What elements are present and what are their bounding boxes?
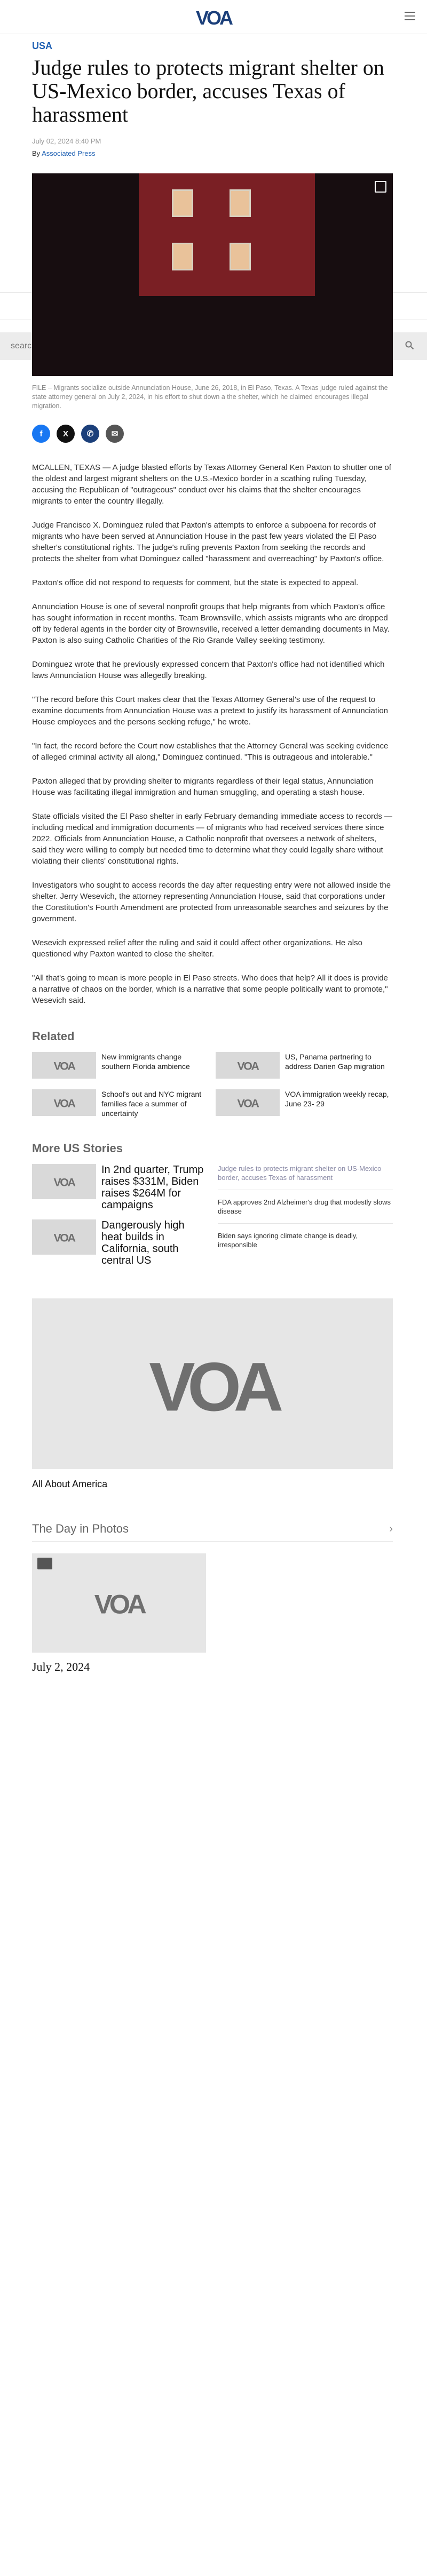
- promo-image[interactable]: [32, 1298, 393, 1469]
- article-paragraph: Paxton's office did not respond to requests for comment, but the state is expected to appeal.: [32, 578, 359, 587]
- promo-voa-logo: [116, 1325, 309, 1442]
- article-body: [32, 462, 393, 1006]
- related-thumbnail: [216, 1089, 280, 1116]
- article-paragraph: MCALLEN, TEXAS — A judge blasted efforts by Texas Attorney General Ken Paxton to shutter one of the oldest and largest migrant shelters on the U.S.-Mexico border in a scathing ruling Tuesday, accusing the Republican of "outrageous" conduct over his claims that the shelter encourages migrants to enter the country illegally.: [32, 463, 391, 506]
- article-paragraph: "The record before this Court makes clear that the Texas Attorney General's use of the request to examine documents from Annunciation House was a pretext to justify its harassment of Annunciation House employees and the persons seeking refuge," he wrote.: [32, 695, 389, 727]
- related-item[interactable]: [216, 1089, 393, 1118]
- article-container: [0, 41, 427, 1674]
- related-item-title: School's out and NYC migrant families face a summer of uncertainty: [101, 1090, 202, 1118]
- svg-text:VOA: VOA: [53, 1059, 75, 1072]
- related-thumbnail: [32, 1089, 96, 1116]
- more-story-featured[interactable]: [32, 1219, 207, 1266]
- byline-author-link[interactable]: Associated Press: [42, 149, 96, 157]
- share-facebook-button[interactable]: f: [32, 425, 50, 443]
- article-paragraph: Annunciation House is one of several nonprofit groups that help migrants from which Paxton's office has sought information in recent months. Team Brownsville, which assists migrants who are dropped off by federal agents in the border city of Brownsville, received a letter demanding documents in May. Paxton is also suing Catholic Charities of the Rio Grande Valley seeking testimony.: [32, 602, 390, 645]
- svg-text:VOA: VOA: [53, 1231, 75, 1244]
- related-list: [32, 1052, 393, 1118]
- share-x-button[interactable]: X: [57, 425, 75, 443]
- related-thumbnail: [32, 1052, 96, 1079]
- share-buttons: [32, 425, 395, 443]
- more-story-featured[interactable]: [32, 1164, 207, 1211]
- article-paragraph: Dominguez wrote that he previously expressed concern that Paxton's office had not identified which laws Annunciation House was allegedly breaking.: [32, 660, 385, 680]
- related-item[interactable]: [32, 1052, 209, 1079]
- photo-gallery-card[interactable]: [32, 1553, 206, 1653]
- hero-window: [230, 189, 251, 217]
- related-item-title: US, Panama partnering to address Darien Gap migration: [285, 1052, 385, 1071]
- more-stories-title: More US Stories: [32, 1142, 123, 1155]
- related-item[interactable]: [216, 1052, 393, 1079]
- byline-prefix: By: [32, 149, 41, 157]
- related-item[interactable]: [32, 1089, 209, 1118]
- voa-logo[interactable]: [187, 5, 240, 29]
- related-item-title: VOA immigration weekly recap, June 23- 29: [285, 1090, 389, 1108]
- photo-date[interactable]: July 2, 2024: [32, 1660, 90, 1673]
- more-story-link[interactable]: Judge rules to protects migrant shelter on US-Mexico border, accuses Texas of harassment: [218, 1164, 393, 1190]
- hero-window: [230, 243, 251, 270]
- more-list: [218, 1164, 393, 1275]
- article-paragraph: Paxton alleged that by providing shelter to migrants regardless of their legal status, Annunciation House was facilitating illegal immigration and human smuggling, and operating a stash house.: [32, 777, 374, 797]
- article-paragraph: Wesevich expressed relief after the ruling and said it could affect other organizations. He also questioned why Paxton wanted to close the shelter.: [32, 938, 362, 959]
- share-email-button[interactable]: ✉: [106, 425, 124, 443]
- article-headline: Judge rules to protects migrant shelter on US-Mexico border, accuses Texas of harassment: [32, 55, 384, 126]
- promo-title[interactable]: All About America: [32, 1479, 108, 1489]
- related-title: Related: [32, 1030, 75, 1043]
- expand-image-icon[interactable]: [375, 181, 386, 193]
- image-caption: FILE – Migrants socialize outside Annunciation House, June 26, 2018, in El Paso, Texas. A Texas judge ruled against the state attorney general on July 2, 2024, in his effort to shut down a the shelter, which he claimed encourages illegal migration.: [32, 384, 388, 410]
- story-thumbnail: [32, 1164, 96, 1199]
- article-paragraph: "All that's going to mean is more people in El Paso streets. Who does that help? All it does is provide a narrative of chaos on the border, which is a narrative that some people politically want to promote," Wesevich said.: [32, 974, 388, 1005]
- more-stories: [32, 1164, 393, 1275]
- publish-date: July 02, 2024 8:40 PM: [32, 137, 101, 145]
- category-link[interactable]: USA: [32, 41, 53, 51]
- hero-window: [172, 189, 193, 217]
- chevron-right-icon[interactable]: ›: [389, 1522, 393, 1535]
- promo-logo-text: VOA: [149, 1349, 276, 1426]
- hero-image[interactable]: [32, 173, 393, 376]
- photo-voa-logo: [82, 1586, 156, 1620]
- byline: [32, 149, 395, 157]
- share-whatsapp-button[interactable]: ✆: [81, 425, 99, 443]
- svg-text:VOA: VOA: [53, 1176, 75, 1189]
- related-thumbnail: [216, 1052, 280, 1079]
- article-paragraph: State officials visited the El Paso shelter in early February demanding immediate access to records — including medical and immigration documents — of migrants who had received services there since 2022. Officials from Annunciation House, a Catholic nonprofit that oversees a network of shelters, said they were willing to comply but needed time to determine what they could legally share without violating their clients' constitutional rights.: [32, 812, 393, 866]
- photo-logo-text: VOA: [94, 1589, 144, 1620]
- story-thumbnail: [32, 1219, 96, 1255]
- site-header: [0, 0, 427, 34]
- article-paragraph: Investigators who sought to access records the day after requesting entry were not allowed inside the shelter. Jerry Wesevich, the attorney representing Annunciation House, said that corporations under the Constitution's Fourth Amendment are protected from unreasonable searches and seizures by the government.: [32, 881, 391, 923]
- more-story-link[interactable]: Biden says ignoring climate change is deadly, irresponsible: [218, 1232, 358, 1249]
- gallery-icon: [37, 1558, 52, 1569]
- more-story-title: In 2nd quarter, Trump raises $331M, Biden raises $264M for campaigns: [101, 1164, 204, 1211]
- hero-building: [139, 173, 315, 296]
- svg-text:VOA: VOA: [237, 1059, 258, 1072]
- day-in-photos-header: [32, 1522, 393, 1542]
- more-story-link[interactable]: FDA approves 2nd Alzheimer's drug that modestly slows disease: [218, 1198, 393, 1224]
- search-submit-icon[interactable]: [405, 340, 416, 352]
- svg-text:VOA: VOA: [237, 1097, 258, 1110]
- more-featured: [32, 1164, 207, 1275]
- hero-window: [172, 243, 193, 270]
- svg-text:VOA: VOA: [53, 1097, 75, 1110]
- article-paragraph: Judge Francisco X. Dominguez ruled that Paxton's attempts to enforce a subpoena for records of migrants who have been served at Annunciation House in the past few years violated the El Paso shelter's constitutional rights. The judge's ruling prevents Paxton from seeking the records and protects the shelter from what Dominguez called "harassment and overreaching" by Paxton's office.: [32, 521, 384, 563]
- related-item-title: New immigrants change southern Florida ambience: [101, 1052, 190, 1071]
- hamburger-menu-icon[interactable]: [405, 12, 415, 20]
- more-story-title: Dangerously high heat builds in California, south central US: [101, 1219, 185, 1266]
- day-in-photos-title: The Day in Photos: [32, 1522, 129, 1535]
- voa-logo-text: VOA: [195, 7, 232, 29]
- article-paragraph: "In fact, the record before the Court now establishes that the Attorney General was seeking evidence of alleged criminal activity all along," Dominguez continued. "This is outrageous and intolerable.": [32, 741, 389, 762]
